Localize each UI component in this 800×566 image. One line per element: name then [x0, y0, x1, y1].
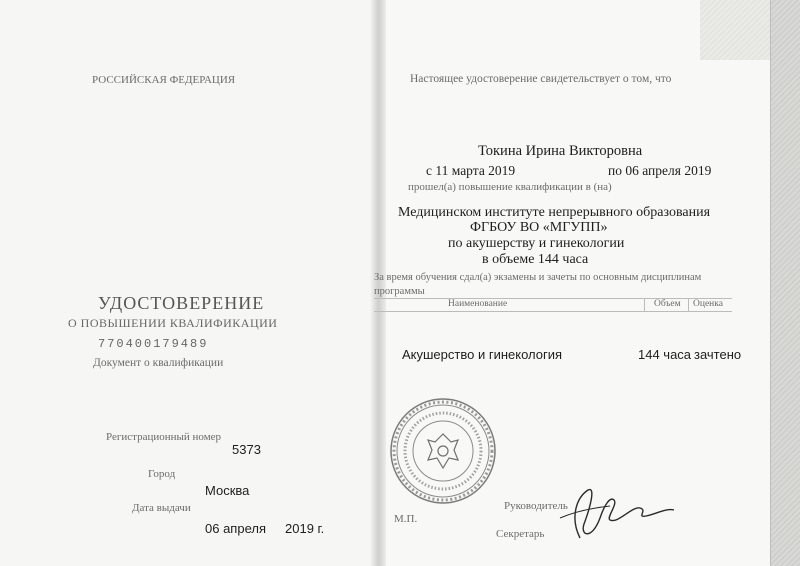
table-row-volume: 144 часа — [638, 347, 692, 362]
institution-line-2: ФГБОУ ВО «МГУПП» — [470, 220, 608, 235]
program-name: по акушерству и гинекологии — [448, 236, 625, 251]
table-row-name: Акушерство и гинекология — [402, 347, 563, 362]
head-label: Руководитель — [504, 500, 568, 512]
holder-name: Токина Ирина Викторовна — [478, 143, 643, 159]
exam-text-line-1: За время обучения сдал(а) экзамены и зачеты по основным дисциплинам — [374, 272, 702, 283]
secretary-label: Секретарь — [496, 528, 545, 540]
table-row-grade: зачтено — [694, 347, 742, 362]
institution-line-1: Медицинском институте непрерывного образования — [398, 205, 711, 220]
table-header-grade: Оценка — [693, 299, 723, 309]
intro-text: Настоящее удостоверение свидетельствует о том, что — [410, 73, 672, 85]
left-page — [0, 0, 378, 566]
registration-number: 5373 — [232, 442, 261, 457]
table-col-divider-2 — [688, 298, 689, 312]
table-header-volume: Объем — [654, 299, 681, 309]
document-subtitle: О ПОВЫШЕНИИ КВАЛИФИКАЦИИ — [68, 316, 278, 330]
table-header-border — [374, 311, 732, 312]
issue-date: 06 апреля — [205, 521, 266, 536]
official-stamp-seal — [388, 396, 498, 506]
issue-date-label: Дата выдачи — [132, 502, 191, 514]
city-label: Город — [148, 468, 176, 480]
serial-number: 770400179489 — [98, 337, 209, 351]
date-to: по 06 апреля 2019 — [608, 163, 712, 178]
paper-edge-texture — [770, 0, 800, 566]
document-type: Документ о квалификации — [93, 357, 224, 369]
book-spine — [370, 0, 386, 566]
table-col-divider-1 — [644, 298, 645, 312]
exam-text-line-2: программы — [374, 286, 425, 297]
table-header-name: Наименование — [448, 299, 508, 309]
country-label: РОССИЙСКАЯ ФЕДЕРАЦИЯ — [92, 74, 236, 86]
stamp-label-mp: М.П. — [394, 513, 418, 525]
passed-text: прошел(а) повышение квалификации в (на) — [408, 181, 612, 193]
city-value: Москва — [205, 483, 250, 498]
issue-year: 2019 г. — [285, 521, 325, 536]
program-volume: в объеме 144 часа — [482, 252, 589, 267]
paper-edge-texture-top — [700, 0, 770, 60]
signature-head — [540, 478, 680, 548]
registration-label: Регистрационный номер — [106, 431, 222, 443]
document-title: УДОСТОВЕРЕНИЕ — [98, 293, 265, 313]
date-from: с 11 марта 2019 — [426, 163, 516, 178]
